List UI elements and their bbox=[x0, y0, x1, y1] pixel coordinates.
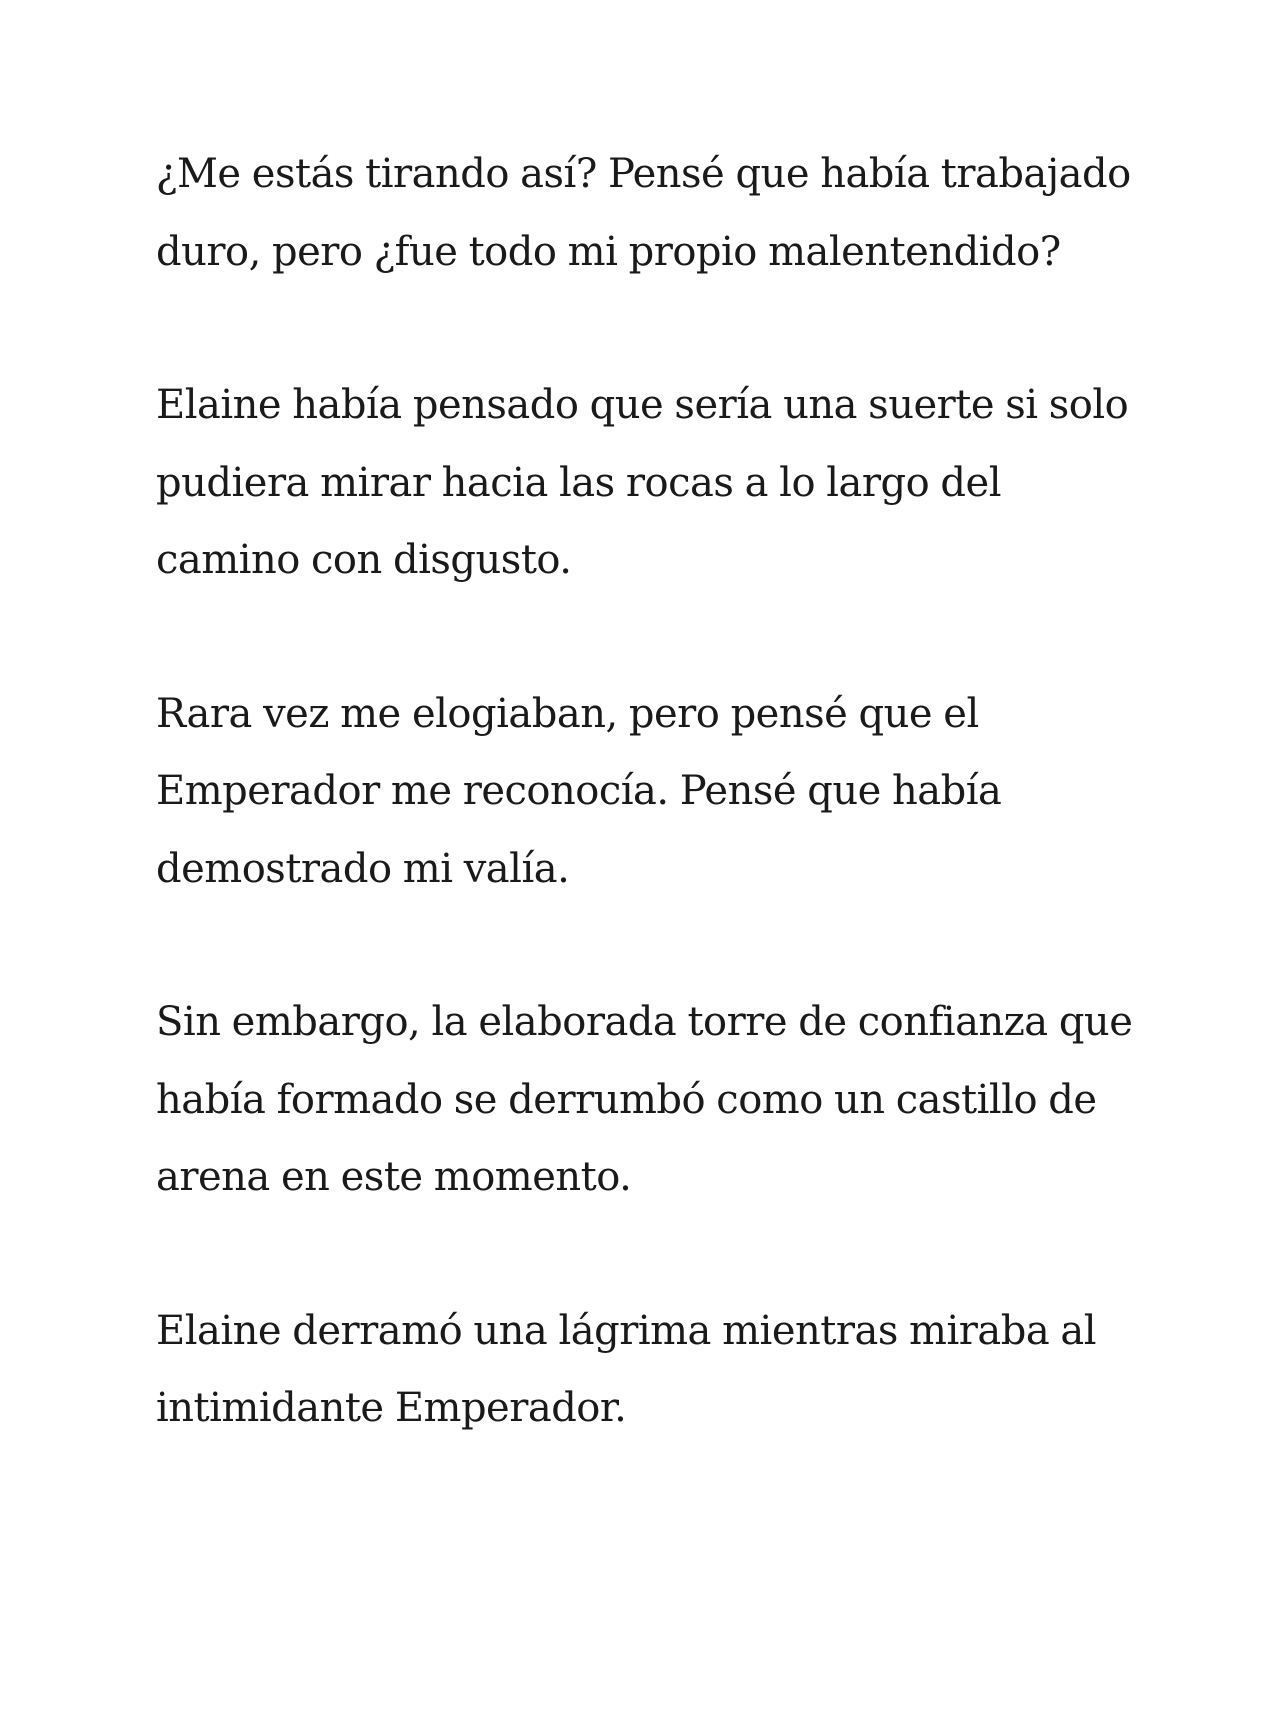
paragraph-1: ¿Me estás tirando así? Pensé que había trabajado duro, pero ¿fue todo mi propio malentendido? bbox=[156, 151, 1131, 275]
paragraph-2: Elaine había pensado que sería una suerte si solo pudiera mirar hacia las rocas a lo largo del camino con disgusto. bbox=[156, 382, 1129, 583]
story-text bbox=[156, 136, 1136, 1524]
paragraph-5: Elaine derramó una lágrima mientras miraba al intimidante Emperador. bbox=[156, 1307, 1097, 1431]
paragraph-4: Sin embargo, la elaborada torre de confianza que había formado se derrumbó como un castillo de arena en este momento. bbox=[156, 999, 1133, 1200]
paragraph-3: Rara vez me elogiaban, pero pensé que el Emperador me reconocía. Pensé que había demostrado mi valía. bbox=[156, 690, 1002, 892]
